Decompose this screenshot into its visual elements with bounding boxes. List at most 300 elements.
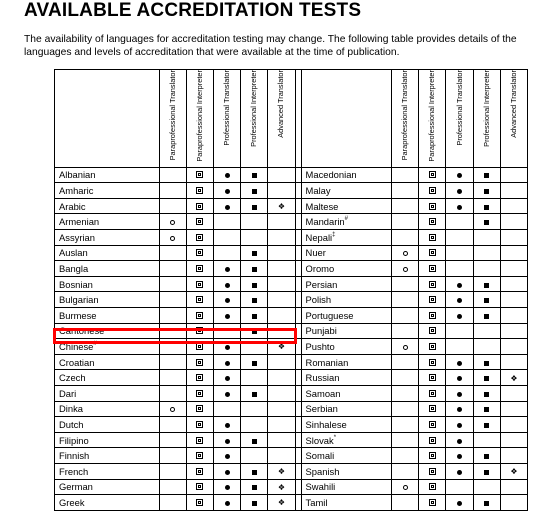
square-outline-icon [429,468,436,475]
square-outline-icon [196,452,203,459]
square-outline-icon [429,281,436,288]
table-row [55,432,528,448]
level-cell [186,261,213,277]
language-cell [301,401,392,417]
header-language-left [55,70,160,168]
table-row [55,448,528,464]
language-name: Burmese [59,309,97,321]
level-cell [500,261,527,277]
language-cell [301,167,392,183]
level-cell [419,323,446,339]
level-cell [500,230,527,246]
square-icon [484,314,489,319]
level-cell [392,245,419,261]
table-row [55,230,528,246]
level-cell [392,495,419,511]
language-cell [55,245,160,261]
diamond-dots-icon: ❖ [510,467,518,477]
level-cell [446,401,473,417]
level-cell [446,385,473,401]
header-paraprofessional-interpreter-left: Paraprofessional Interpreter [186,70,213,168]
language-cell [55,214,160,230]
table-row [55,495,528,511]
square-outline-icon [196,359,203,366]
square-outline-icon [196,468,203,475]
language-name: Persian [305,278,338,290]
language-name: Albanian [59,169,96,181]
language-name: Chinese [59,340,94,352]
level-cell [392,479,419,495]
square-outline-icon [196,405,203,412]
level-cell [500,432,527,448]
square-outline-icon [196,296,203,303]
language-cell [301,214,392,230]
square-outline-icon [429,296,436,303]
level-cell [473,339,500,355]
header-advanced-translator-left: Advanced Translator [268,70,295,168]
dot-icon [457,423,462,428]
level-cell [473,245,500,261]
square-outline-icon [196,218,203,225]
square-outline-icon [429,483,436,490]
language-name: Macedonian [305,169,357,181]
level-cell [159,463,186,479]
level-cell [268,463,295,479]
level-cell [419,385,446,401]
level-cell [186,401,213,417]
level-cell [446,432,473,448]
language-cell [301,463,392,479]
level-cell [268,292,295,308]
level-cell [268,167,295,183]
level-cell [159,230,186,246]
dot-icon [457,361,462,366]
level-cell [159,479,186,495]
language-name: Dinka [59,403,83,415]
dot-icon [225,392,230,397]
dot-icon [225,205,230,210]
level-cell [214,261,241,277]
level-cell [186,276,213,292]
level-cell [500,417,527,433]
language-name: Nuer [305,247,326,259]
level-cell [473,479,500,495]
dot-icon [457,298,462,303]
level-cell [268,385,295,401]
level-cell [392,323,419,339]
level-cell [446,292,473,308]
level-cell [392,385,419,401]
level-cell [214,385,241,401]
level-cell [241,385,268,401]
language-cell [301,385,392,401]
level-cell [186,230,213,246]
dot-icon [225,485,230,490]
dot-icon [225,439,230,444]
language-name: Dari [59,387,77,399]
level-cell [446,354,473,370]
level-cell [392,183,419,199]
square-outline-icon [429,405,436,412]
language-name: Amharic [59,185,94,197]
dot-icon [225,470,230,475]
square-icon [484,220,489,225]
level-cell [186,307,213,323]
level-cell [473,276,500,292]
level-cell [214,214,241,230]
language-cell [301,276,392,292]
language-cell [55,183,160,199]
square-outline-icon [429,343,436,350]
dot-icon [457,173,462,178]
level-cell [159,448,186,464]
diamond-dots-icon: ❖ [277,342,286,352]
dot-icon [225,376,230,381]
level-cell [214,183,241,199]
dot-icon [225,298,230,303]
language-cell [301,261,392,277]
language-cell [301,292,392,308]
level-cell [159,198,186,214]
level-cell [446,339,473,355]
dot-icon [225,345,230,350]
level-cell [214,463,241,479]
square-icon [252,470,257,475]
level-cell [214,432,241,448]
level-cell [268,432,295,448]
square-icon [484,361,489,366]
language-name: Nepali [305,231,333,243]
level-cell [392,448,419,464]
ring-icon [403,251,408,256]
level-cell [419,245,446,261]
language-footnote-mark: * [333,434,337,441]
square-outline-icon [196,374,203,381]
level-cell [500,463,527,479]
level-cell [500,385,527,401]
level-cell [446,261,473,277]
dot-icon [457,314,462,319]
level-cell [473,385,500,401]
language-cell [55,354,160,370]
level-cell [268,479,295,495]
level-cell [392,292,419,308]
level-cell [241,495,268,511]
language-cell [55,198,160,214]
level-cell [214,245,241,261]
dot-icon [457,501,462,506]
square-icon [484,392,489,397]
level-cell [241,214,268,230]
language-cell [55,307,160,323]
level-cell [268,276,295,292]
ring-icon [170,407,175,412]
language-cell [55,230,160,246]
level-cell [446,307,473,323]
language-cell [301,417,392,433]
level-cell [446,245,473,261]
language-name: Portuguese [305,309,354,321]
language-cell [301,479,392,495]
header-paraprofessional-translator-right: Paraprofessional Translator [392,70,419,168]
level-cell [268,261,295,277]
level-cell [186,370,213,386]
table-row [55,385,528,401]
language-name: Romanian [305,356,349,368]
level-cell [419,479,446,495]
level-cell [392,230,419,246]
language-cell [301,183,392,199]
language-name: Pushto [305,340,335,352]
level-cell [186,292,213,308]
language-cell [55,370,160,386]
level-cell [159,183,186,199]
dot-icon [225,314,230,319]
square-icon [252,189,257,194]
level-cell [473,167,500,183]
table-row [55,183,528,199]
level-cell [392,261,419,277]
dot-icon [457,205,462,210]
level-cell [159,245,186,261]
dot-icon [457,407,462,412]
language-cell [55,495,160,511]
language-cell [301,198,392,214]
level-cell [241,401,268,417]
level-cell [241,448,268,464]
level-cell [419,183,446,199]
level-cell [473,370,500,386]
level-cell [419,276,446,292]
square-outline-icon [196,265,203,272]
level-cell [186,245,213,261]
language-name: Arabic [59,200,86,212]
square-outline-icon [429,249,436,256]
level-cell [419,198,446,214]
dot-icon [225,454,230,459]
language-name: Filipino [59,434,89,446]
square-icon [484,470,489,475]
level-cell [214,307,241,323]
square-icon [252,439,257,444]
level-cell [500,214,527,230]
square-outline-icon [196,249,203,256]
level-cell [241,276,268,292]
square-outline-icon [429,359,436,366]
header-professional-translator-left: Professional Translator [214,70,241,168]
level-cell [268,183,295,199]
level-cell [159,214,186,230]
level-cell [241,479,268,495]
level-cell [241,307,268,323]
level-cell [500,479,527,495]
level-cell [419,307,446,323]
level-cell [419,417,446,433]
language-name: French [59,465,89,477]
level-cell [186,432,213,448]
dot-icon [225,189,230,194]
square-outline-icon [429,421,436,428]
level-cell [268,245,295,261]
level-cell [392,276,419,292]
square-outline-icon [196,390,203,397]
ring-icon [170,220,175,225]
square-outline-icon [429,171,436,178]
square-outline-icon [429,203,436,210]
level-cell [268,495,295,511]
level-cell [473,230,500,246]
level-cell [419,432,446,448]
square-icon [252,485,257,490]
language-name: Armenian [59,216,100,228]
square-icon [484,173,489,178]
language-name: Oromo [305,262,335,274]
language-cell [55,276,160,292]
language-footnote-mark: ‡ [332,231,336,238]
diamond-dots-icon: ❖ [277,482,286,492]
language-cell [55,261,160,277]
diamond-dots-icon: ❖ [510,373,518,383]
level-cell [214,354,241,370]
header-paraprofessional-translator-left: Paraprofessional Translator [159,70,186,168]
language-name: Cantonese [59,325,105,337]
level-cell [268,401,295,417]
square-icon [252,298,257,303]
level-cell [159,370,186,386]
level-cell [159,417,186,433]
level-cell [186,214,213,230]
level-cell [473,495,500,511]
level-cell [392,432,419,448]
level-cell [500,276,527,292]
level-cell [473,323,500,339]
level-cell [241,463,268,479]
level-cell [500,354,527,370]
level-cell [186,417,213,433]
square-outline-icon [196,421,203,428]
square-outline-icon [429,374,436,381]
table-row [55,417,528,433]
square-outline-icon [429,437,436,444]
language-name: Tamil [305,496,328,508]
square-outline-icon [196,281,203,288]
table-row [55,276,528,292]
table-row [55,354,528,370]
page-title: AVAILABLE ACCREDITATION TESTS [24,0,362,21]
ring-icon [403,345,408,350]
header-advanced-translator-right: Advanced Translator [500,70,527,168]
diamond-dots-icon: ❖ [277,498,286,508]
level-cell [241,292,268,308]
level-cell [186,183,213,199]
level-cell [500,292,527,308]
table-row [55,401,528,417]
table-row [55,307,528,323]
level-cell [214,276,241,292]
dot-icon [457,283,462,288]
language-cell [301,323,392,339]
language-cell [301,432,392,448]
level-cell [446,479,473,495]
header-professional-interpreter-right: Professional Interpreter [473,70,500,168]
level-cell [159,432,186,448]
level-cell [186,167,213,183]
level-cell [419,401,446,417]
table-row [55,292,528,308]
language-cell [55,385,160,401]
level-cell [159,307,186,323]
level-cell [268,230,295,246]
language-name: Auslan [59,247,88,259]
language-cell [301,495,392,511]
level-cell [419,339,446,355]
level-cell [446,463,473,479]
language-cell [301,230,392,246]
level-cell [419,214,446,230]
ring-icon [403,485,408,490]
square-icon [252,267,257,272]
square-icon [484,298,489,303]
level-cell [186,385,213,401]
language-name: Bangla [59,262,89,274]
language-cell [55,167,160,183]
square-icon [252,501,257,506]
level-cell [473,214,500,230]
level-cell [214,448,241,464]
table-row [55,245,528,261]
level-cell [241,167,268,183]
language-name: Serbian [305,403,338,415]
dot-icon [225,501,230,506]
level-cell [214,292,241,308]
level-cell [473,463,500,479]
language-cell [55,292,160,308]
language-name: Czech [59,372,86,384]
language-cell [301,307,392,323]
level-cell [446,276,473,292]
level-cell [214,495,241,511]
level-cell [473,448,500,464]
table-row [55,198,528,214]
level-cell [419,495,446,511]
level-cell [241,198,268,214]
language-name: Finnish [59,450,90,462]
square-icon [252,205,257,210]
level-cell [392,339,419,355]
language-cell [55,479,160,495]
level-cell [419,230,446,246]
level-cell [392,463,419,479]
square-icon [252,251,257,256]
square-outline-icon [196,171,203,178]
level-cell [214,370,241,386]
square-outline-icon [429,452,436,459]
square-outline-icon [196,312,203,319]
level-cell [268,370,295,386]
ring-icon [403,267,408,272]
level-cell [473,292,500,308]
dot-icon [457,392,462,397]
level-cell [473,198,500,214]
square-outline-icon [429,234,436,241]
level-cell [500,167,527,183]
level-cell [214,230,241,246]
level-cell [159,261,186,277]
level-cell [159,276,186,292]
language-name: Spanish [305,465,340,477]
language-cell [55,463,160,479]
level-cell [473,354,500,370]
